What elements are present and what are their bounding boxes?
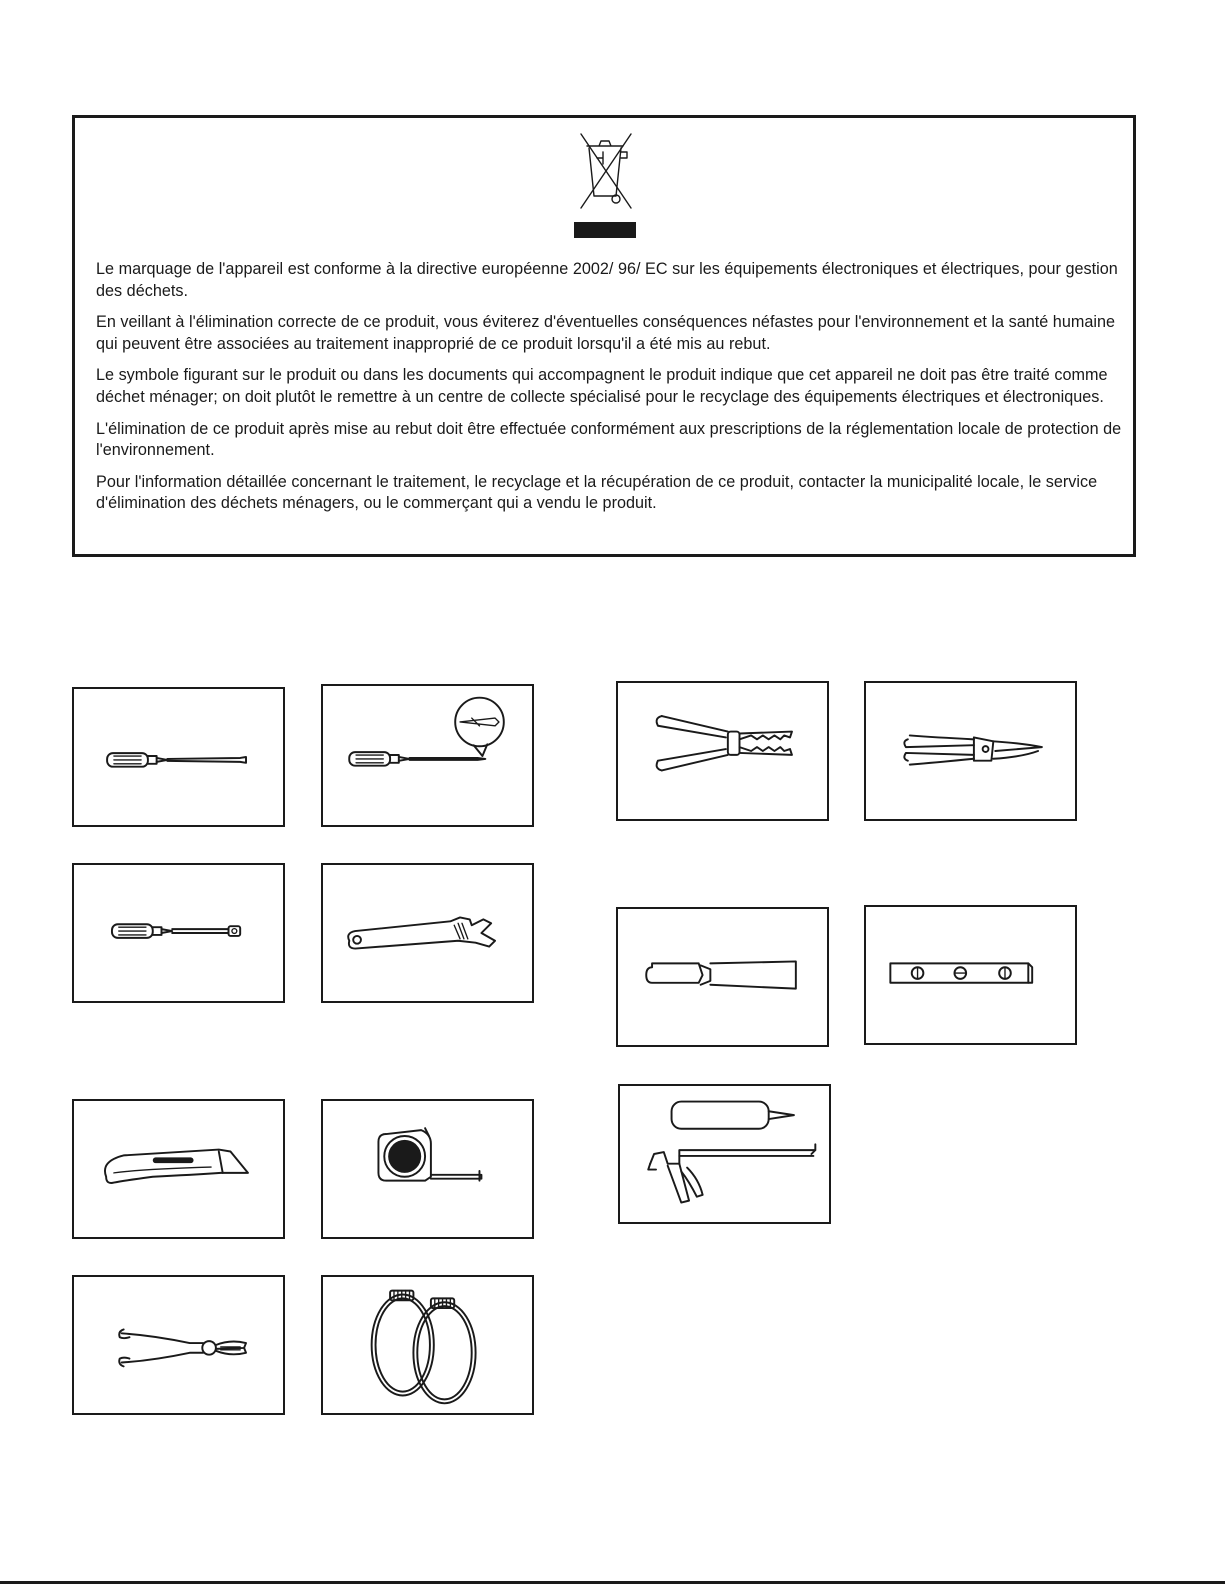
notice-paragraph-2: En veillant à l'élimination correcte de ce produit, vous éviterez d'éventuelles conséquences néfastes pour l'environnement et la santé humaine qui peuvent être associées au traitement inapproprié de ce produit lorsqu'il a été mis au rebut. <box>96 313 1116 353</box>
notice-paragraph-3: Le symbole figurant sur le produit ou dans les documents qui accompagnent le produit indique que cet appareil ne doit pas être traité comme déchet ménager; on doit plutôt le remettre à un centre de collecte spécialisé pour le recyclage des équipements électriques et électroniques. <box>96 366 1108 406</box>
notice-paragraph-1: Le marquage de l'appareil est conforme à la directive européenne 2002/ 96/ EC sur les équipements électroniques et électriques, pour gestion des déchets. <box>96 260 1118 300</box>
tin-snips-icon <box>866 683 1075 819</box>
adjustable-wrench-icon <box>323 865 532 1001</box>
tool-card-phillips-screwdriver <box>321 684 534 827</box>
putty-knife-icon <box>618 909 827 1045</box>
wire-stripper-icon <box>618 683 827 819</box>
notice-paragraph-5: Pour l'information détaillée concernant le traitement, le recyclage et la récupération de ce produit, contacter la municipalité locale, le service d'élimination des déchets ménagers, ou le commerçant qui a vendu le produit. <box>96 472 1098 513</box>
tool-card-hose-clamps <box>321 1275 534 1415</box>
pliers-icon <box>74 1277 283 1413</box>
tool-card-adjustable-wrench <box>321 863 534 1003</box>
hose-clamps-icon <box>323 1277 532 1413</box>
tape-measure-icon <box>323 1101 532 1237</box>
phillips-screwdriver-icon <box>323 686 532 825</box>
bottom-rule <box>0 1581 1225 1584</box>
tool-card-tape-measure <box>321 1099 534 1239</box>
tool-card-nut-driver <box>72 863 285 1003</box>
weee-black-bar <box>574 222 636 238</box>
level-icon <box>866 907 1075 1043</box>
tool-card-level <box>864 905 1077 1045</box>
flat-screwdriver-icon <box>74 689 283 825</box>
tool-card-putty-knife <box>616 907 829 1047</box>
notice-paragraph-4: L'élimination de ce produit après mise au rebut doit être effectuée conformément aux prescriptions de la réglementation locale de protection de l'environnement. <box>96 419 1122 460</box>
weee-notice-text <box>96 259 1126 525</box>
utility-knife-icon <box>74 1101 283 1237</box>
nut-driver-icon <box>74 865 283 1001</box>
tool-card-tin-snips <box>864 681 1077 821</box>
tool-card-flat-screwdriver <box>72 687 285 827</box>
caulking-gun-icon <box>620 1086 829 1222</box>
tool-card-pliers <box>72 1275 285 1415</box>
tool-card-caulking-gun <box>618 1084 831 1224</box>
tool-card-utility-knife <box>72 1099 285 1239</box>
tool-card-wire-stripper <box>616 681 829 821</box>
